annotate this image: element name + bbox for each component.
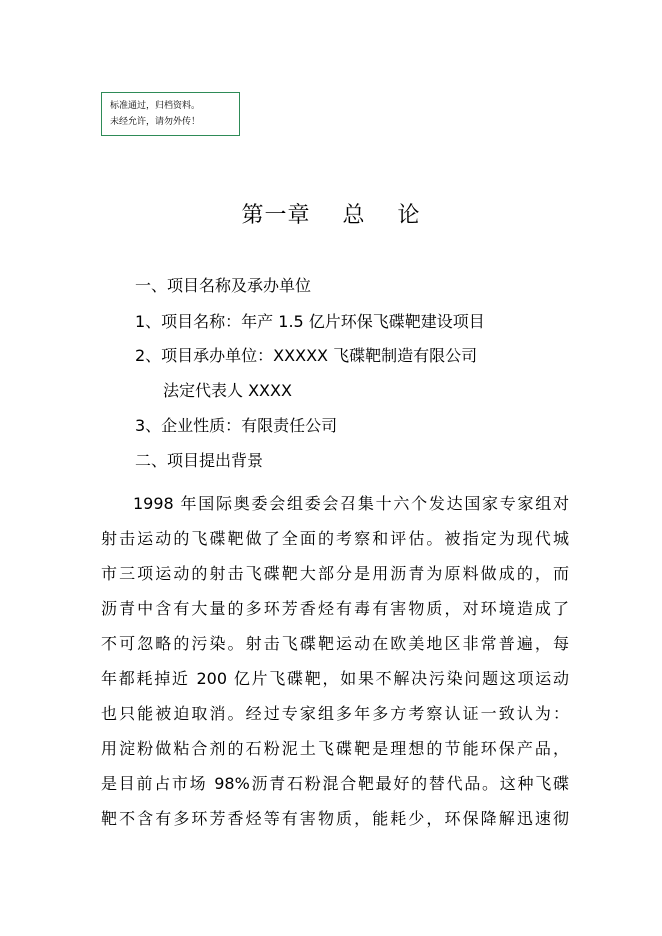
chapter-title: 第一章 总 论 [241, 203, 421, 228]
paragraph-line: 市三项运动的射击飞碟靶大部分是用沥青为原料做成的，而 [101, 564, 569, 583]
item-legal-representative: 法定代表人 XXXX [163, 381, 292, 400]
item-project-name: 1、项目名称：年产 1.5 亿片环保飞碟靶建设项目 [135, 312, 485, 331]
paragraph-line: 沥青中含有大量的多环芳香烃有毒有害物质，对环境造成了 [101, 599, 569, 618]
paragraph-line: 射击运动的飞碟靶做了全面的考察和评估。被指定为现代城 [101, 529, 569, 548]
item-project-undertaker: 2、项目承办单位：XXXXX 飞碟靶制造有限公司 [135, 346, 478, 365]
paragraph-line: 年都耗掉近 200 亿片飞碟靶，如果不解决污染问题这项运动 [101, 669, 569, 688]
paragraph-line: 也只能被迫取消。经过专家组多年多方考察认证一致认为： [101, 704, 569, 723]
section-heading-project-name: 一、项目名称及承办单位 [135, 276, 312, 295]
background-paragraph [101, 486, 569, 836]
paragraph-line: 是目前占市场 98%沥青石粉混合靶最好的替代品。这种飞碟 [101, 774, 569, 793]
item-enterprise-nature: 3、企业性质：有限责任公司 [135, 416, 338, 435]
section-heading-background: 二、项目提出背景 [135, 451, 264, 470]
stamp-line-2: 未经允许，请勿外传！ [110, 117, 201, 127]
stamp-line-1: 标准通过，归档资料。 [110, 101, 201, 111]
paragraph-line: 用淀粉做粘合剂的石粉泥土飞碟靶是理想的节能环保产品， [101, 739, 569, 758]
paragraph-line: 不可忽略的污染。射击飞碟靶运动在欧美地区非常普遍，每 [101, 634, 569, 653]
approval-stamp-box [101, 92, 240, 136]
paragraph-line: 靶不含有多环芳香烃等有害物质，能耗少，环保降解迅速彻 [101, 809, 569, 828]
paragraph-line: 1998 年国际奥委会组委会召集十六个发达国家专家组对 [133, 494, 569, 513]
